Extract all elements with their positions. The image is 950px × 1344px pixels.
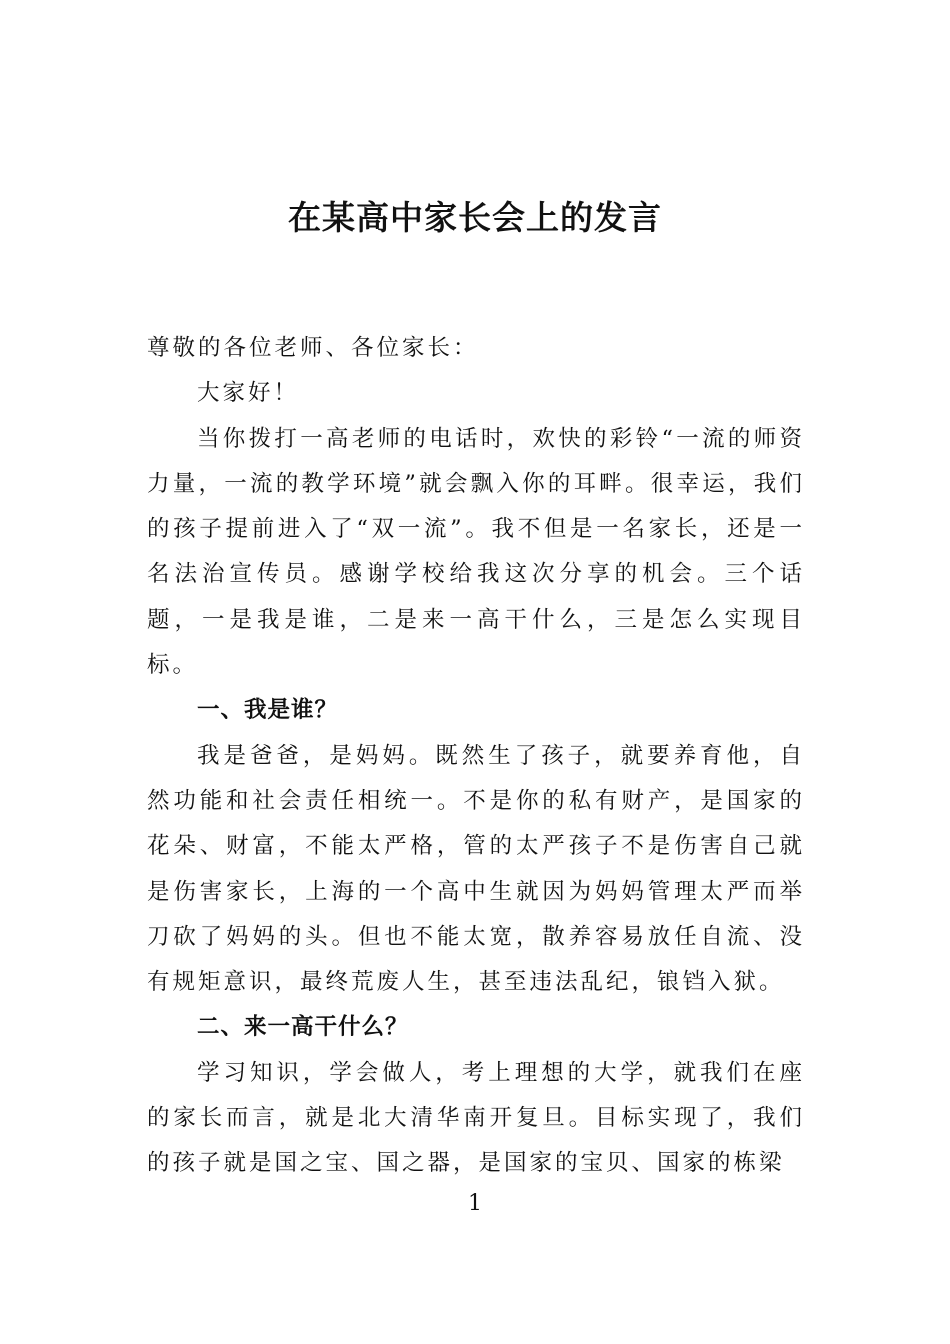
salutation: 尊敬的各位老师、各位家长： [147,335,479,361]
section-heading-who-am-i: 一、我是谁？ [197,697,339,724]
document-body [147,326,805,1187]
section-paragraph-purpose: 学习知识，学会做人，考上理想的大学，就我们在座的家长而言，就是北大清华南开复旦。目标实现了，我们的孩子就是国之宝、国之器，是国家的宝贝、国家的栋梁 [147,1059,805,1177]
greeting: 大家好！ [197,380,300,407]
document-title: 在某高中家长会上的发言 [288,198,662,237]
page-number: 1 [468,1191,482,1216]
section-paragraph-who-am-i: 我是爸爸，是妈妈。既然生了孩子，就要养育他，自然功能和社会责任相统一。不是你的私有财产，是国家的花朵、财富，不能太严格，管的太严孩子不是伤害自己就是伤害家长，上海的一个高中生就因为妈妈管理太严而举刀砍了妈妈的头。但也不能太宽，散养容易放任自流、没有规矩意识，最终荒废人生，甚至违法乱纪，锒铛入狱。 [147,742,805,996]
section-heading-purpose: 二、来一高干什么？ [197,1014,409,1041]
intro-paragraph: 当你拨打一高老师的电话时，欢快的彩铃“一流的师资力量，一流的教学环境”就会飘入你的耳畔。很幸运，我们的孩子提前进入了“双一流”。我不但是一名家长，还是一名法治宣传员。感谢学校给我这次分享的机会。三个话题，一是我是谁，二是来一高干什么，三是怎么实现目标。 [147,425,805,679]
